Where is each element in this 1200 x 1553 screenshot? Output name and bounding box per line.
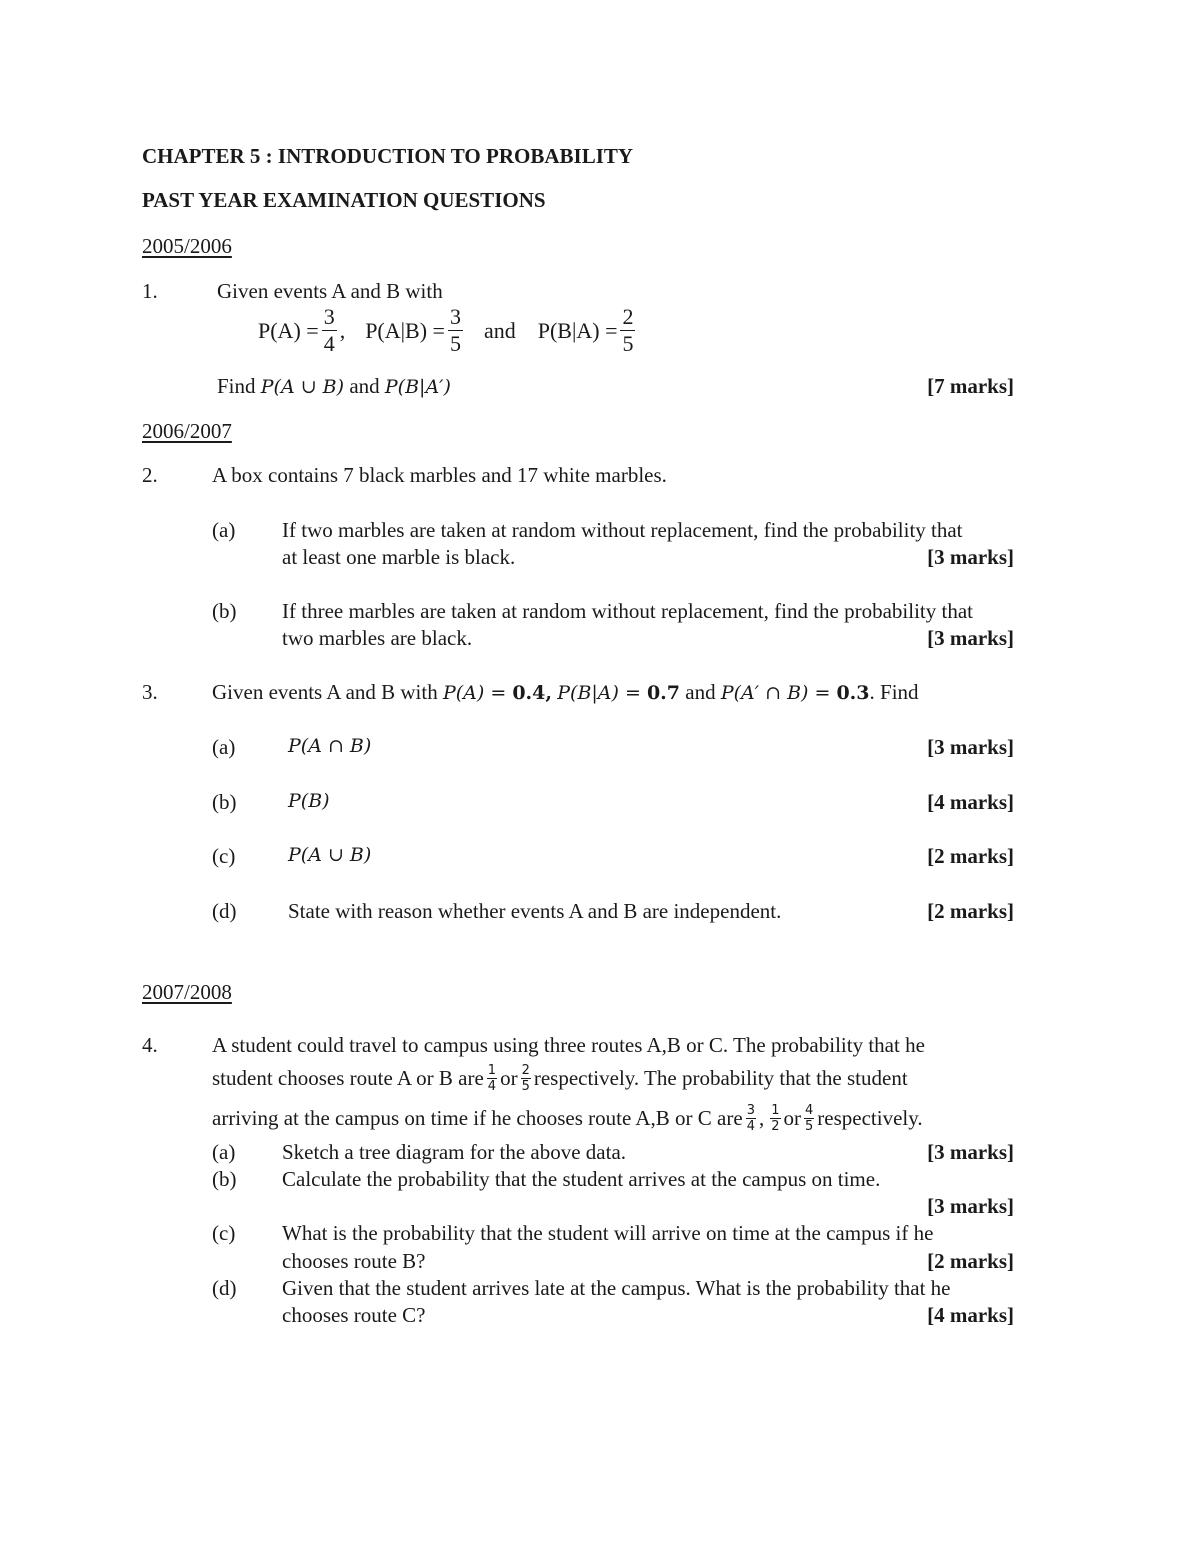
fraction <box>487 1064 497 1093</box>
chapter-title: CHAPTER 5 : INTRODUCTION TO PROBABILITY <box>142 144 634 168</box>
question-2b-marks: [3 marks] <box>927 626 1014 650</box>
question-3a-expression: P(A ∩ B) <box>288 735 372 757</box>
stem-text: Given events A and B with <box>212 680 438 704</box>
question-4d-label: (d) <box>212 1276 237 1300</box>
question-4c-text-line1: What is the probability that the student will arrive on time at the campus if he <box>282 1221 934 1245</box>
fraction-denominator: 4 <box>746 1118 755 1134</box>
connector-and: and <box>685 680 716 704</box>
question-2a-text-line1: If two marbles are taken at random without replacement, find the probability that <box>282 518 963 542</box>
pa-label: P(A) = <box>258 317 319 343</box>
question-4-line2 <box>212 1058 908 1098</box>
question-2b-text-line2: two marbles are black. <box>282 626 473 650</box>
pba-expression: P(B|A) = <box>557 682 647 704</box>
text-segment: respectively. The probability that the student <box>533 1065 908 1090</box>
fraction <box>804 1104 814 1133</box>
question-4c-text-line2: chooses route B? <box>282 1249 426 1273</box>
year-heading: 2006/2007 <box>142 419 232 443</box>
question-3d-marks: [2 marks] <box>927 899 1014 923</box>
question-2-stem: A box contains 7 black marbles and 17 white marbles. <box>212 463 667 487</box>
question-3-stem <box>212 682 919 703</box>
fraction <box>746 1104 756 1133</box>
pba-fraction <box>620 306 635 355</box>
fraction-numerator: 2 <box>622 304 634 329</box>
question-3b-expression: P(B) <box>288 790 330 812</box>
connector-or: or <box>500 1065 518 1090</box>
text-segment: student chooses route A or B are <box>212 1065 484 1090</box>
question-4-line3 <box>212 1098 923 1138</box>
pab-expression: P(A′ ∩ B) = <box>720 682 837 704</box>
question-3-number: 3. <box>142 680 158 704</box>
question-4d-text-line2: chooses route C? <box>282 1303 426 1327</box>
fraction-denominator: 5 <box>449 331 461 356</box>
question-4c-label: (c) <box>212 1221 236 1245</box>
question-4c-marks: [2 marks] <box>927 1249 1014 1273</box>
pab-fraction <box>448 306 463 355</box>
pa-expression: P(A) = <box>442 682 513 704</box>
fraction-denominator: 5 <box>521 1078 530 1094</box>
fraction-numerator: 1 <box>771 1102 780 1118</box>
question-2a-marks: [3 marks] <box>927 545 1014 569</box>
year-heading: 2005/2006 <box>142 234 232 258</box>
text-segment: arriving at the campus on time if he chooses route A,B or C are <box>212 1105 743 1130</box>
question-1-intro: Given events A and B with <box>217 279 443 303</box>
question-4b-label: (b) <box>212 1167 237 1191</box>
fraction-denominator: 5 <box>622 331 634 356</box>
question-3d-text: State with reason whether events A and B are independent. <box>288 899 782 923</box>
question-1-marks: [7 marks] <box>927 374 1014 398</box>
question-4a-marks: [3 marks] <box>927 1140 1014 1164</box>
question-4a-text: Sketch a tree diagram for the above data. <box>282 1140 627 1164</box>
separator: , <box>758 1105 765 1130</box>
conditional-expression: P(B|A′) <box>384 376 451 398</box>
pa-fraction <box>322 306 337 355</box>
fraction-denominator: 4 <box>323 331 335 356</box>
question-4a-label: (a) <box>212 1140 236 1164</box>
fraction-numerator: 3 <box>746 1102 755 1118</box>
page-subtitle: PAST YEAR EXAMINATION QUESTIONS <box>142 188 546 212</box>
pba-label: P(B|A) = <box>537 317 618 343</box>
question-3a-label: (a) <box>212 735 236 759</box>
fraction-numerator: 1 <box>487 1062 497 1078</box>
pab-label: P(A|B) = <box>365 317 445 343</box>
question-2-number: 2. <box>142 463 158 487</box>
question-1-given-probabilities <box>258 306 638 355</box>
question-3c-expression: P(A ∪ B) <box>288 844 372 866</box>
fraction-numerator: 4 <box>805 1102 814 1118</box>
fraction-numerator: 2 <box>521 1062 530 1078</box>
separator: , <box>339 317 346 343</box>
pa-value: 0.4, <box>512 682 552 704</box>
pab-value: 0.3 <box>836 682 870 704</box>
question-4b-text: Calculate the probability that the student arrives at the campus on time. <box>282 1167 881 1191</box>
question-3a-marks: [3 marks] <box>927 735 1014 759</box>
fraction-denominator: 4 <box>487 1078 497 1094</box>
pba-value: 0.7 <box>646 682 681 704</box>
question-1-find-line <box>217 376 451 397</box>
question-3b-label: (b) <box>212 790 237 814</box>
fraction-denominator: 5 <box>805 1118 814 1134</box>
year-heading: 2007/2008 <box>142 980 232 1004</box>
connector-and: and <box>349 374 380 398</box>
fraction <box>770 1104 780 1133</box>
question-1-number: 1. <box>142 279 158 303</box>
question-3c-label: (c) <box>212 844 236 868</box>
question-4b-marks: [3 marks] <box>927 1194 1014 1218</box>
question-2b-text-line1: If three marbles are taken at random without replacement, find the probability that <box>282 599 973 623</box>
find-label: Find <box>217 374 256 398</box>
text-segment: respectively. <box>817 1105 923 1130</box>
question-2a-text-line2: at least one marble is black. <box>282 545 516 569</box>
fraction-numerator: 3 <box>449 304 461 329</box>
question-4d-text-line1: Given that the student arrives late at the campus. What is the probability that he <box>282 1276 951 1300</box>
find-label: . Find <box>869 680 919 704</box>
connector-or: or <box>783 1105 802 1130</box>
union-expression: P(A ∪ B) <box>260 376 345 398</box>
fraction <box>521 1064 531 1093</box>
question-3d-label: (d) <box>212 899 237 923</box>
question-4-line1: A student could travel to campus using three routes A,B or C. The probability that he <box>212 1033 925 1057</box>
question-2a-label: (a) <box>212 518 236 542</box>
fraction-denominator: 2 <box>771 1118 780 1134</box>
fraction-numerator: 3 <box>323 304 335 329</box>
question-4d-marks: [4 marks] <box>927 1303 1014 1327</box>
connector-and: and <box>483 317 516 343</box>
question-3b-marks: [4 marks] <box>927 790 1014 814</box>
question-4-number: 4. <box>142 1033 158 1057</box>
question-3c-marks: [2 marks] <box>927 844 1014 868</box>
question-2b-label: (b) <box>212 599 237 623</box>
